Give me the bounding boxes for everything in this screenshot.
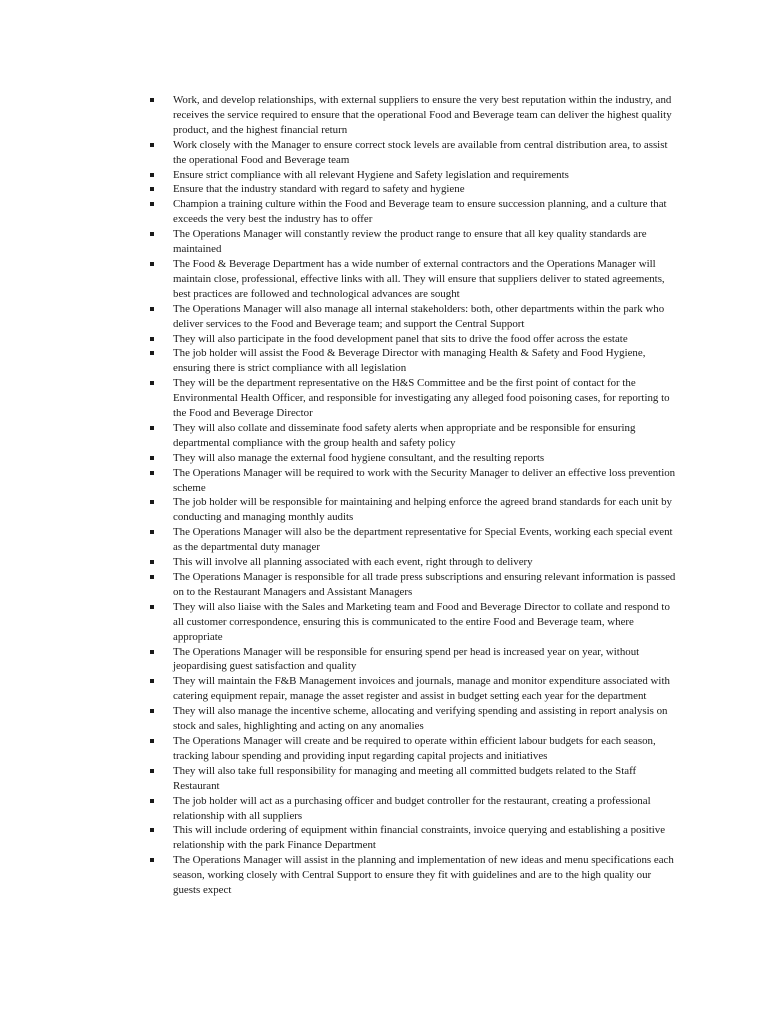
bullet-icon [150,471,154,475]
list-item [150,346,680,376]
list-item [150,525,680,555]
list-item-text: The Operations Manager is responsible for all trade press subscriptions and ensuring relevant information is passed on to the Restaurant Managers and Assistant Managers [173,571,676,598]
bullet-icon [150,709,154,713]
list-item [150,600,680,645]
bullet-icon [150,426,154,430]
list-item-text: The Operations Manager will be required to work with the Security Manager to deliver an effective loss prevention scheme [173,466,676,494]
list-item-text: The job holder will assist the Food & Beverage Director with managing Health & Safety and Food Hygiene, ensuring there is strict compliance with all legislation [173,347,646,375]
list-item-text: They will also liaise with the Sales and Marketing team and Food and Beverage Director to collate and respond to all customer correspondence, ensuring this is communicated to the entire Food and Beverage team, where appropriate [173,600,670,643]
bullet-icon [150,98,154,102]
bullet-icon [150,187,154,191]
bullet-icon [150,337,154,341]
list-item [150,570,680,600]
bullet-icon [150,679,154,683]
list-item-text: They will be the department representative on the H&S Committee and be the first point of contact for the Environmental Health Officer, and responsible for investigating any alleged food poisoning cases, for reporting to the Food and Beverage Director [173,377,670,420]
bullet-icon [150,143,154,147]
list-item [150,853,680,898]
bullet-icon [150,530,154,534]
list-item-text: The job holder will be responsible for maintaining and helping enforce the agreed brand standards for each unit by conducting and managing monthly audits [173,496,672,524]
bullet-icon [150,560,154,564]
list-item-text: The Operations Manager will also manage all internal stakeholders: both, other departments within the park who deliver services to the Food and Beverage team; and support the Central Support [173,302,665,330]
list-item [150,421,680,451]
list-item [150,332,680,347]
list-item [150,257,680,302]
list-item-text: Ensure that the industry standard with regard to safety and hygiene [173,183,465,196]
list-item [150,794,680,824]
list-item [150,704,680,734]
list-item-text: Champion a training culture within the Food and Beverage team to ensure succession planning, and a culture that exceeds the very best the industry has to offer [173,198,667,226]
bullet-icon [150,605,154,609]
list-item-text: Work closely with the Manager to ensure correct stock levels are available from central distribution area, to assist the operational Food and Beverage team [173,138,668,166]
list-item [150,555,680,570]
bullet-icon [150,575,154,579]
list-item-text: The Operations Manager will create and be required to operate within efficient labour budgets for each season, tracking labour spending and providing input regarding capital projects and initiatives [173,734,656,762]
list-item [150,495,680,525]
list-item [150,645,680,675]
list-item-text: They will also collate and disseminate food safety alerts when appropriate and be responsible for ensuring departmental compliance with the group health and safety policy [173,421,636,449]
bullet-icon [150,232,154,236]
list-item-text: They will also manage the external food hygiene consultant, and the resulting reports [173,451,545,464]
list-item-text: The job holder will act as a purchasing officer and budget controller for the restaurant, creating a professional relationship with all suppliers [173,794,651,822]
list-item-text: The Operations Manager will be responsible for ensuring spend per head is increased year on year, without jeopardising guest satisfaction and quality [173,645,640,673]
list-item-text: The Operations Manager will also be the department representative for Special Events, working each special event as the departmental duty manager [173,526,673,554]
bullet-icon [150,858,154,862]
list-item-text: They will maintain the F&B Management invoices and journals, manage and monitor expenditure associated with catering equipment repair, manage the asset register and assist in budget setting each year for the department [173,675,670,703]
bullet-icon [150,799,154,803]
list-item [150,451,680,466]
list-item-text: Work, and develop relationships, with external suppliers to ensure the very best reputation within the industry, and receives the service required to ensure that the operational Food and Beverage team can deliver the highest quality product, and the highest financial return [173,94,672,136]
bullet-icon [150,351,154,355]
responsibilities-list [150,93,680,898]
list-item [150,466,680,496]
list-item-text: The Food & Beverage Department has a wide number of external contractors and the Operations Manager will maintain close, professional, effective links with all. They will ensure that suppliers deliver to stated agreements, best practices are followed and technological advances are sought [173,257,665,300]
list-item [150,227,680,257]
bullet-icon [150,769,154,773]
bullet-icon [150,500,154,504]
list-item [150,764,680,794]
list-item [150,302,680,332]
bullet-icon [150,456,154,460]
list-item-text: Ensure strict compliance with all relevant Hygiene and Safety legislation and requirements [173,168,569,181]
bullet-icon [150,739,154,743]
list-item [150,823,680,853]
list-item-text: They will also manage the incentive scheme, allocating and verifying spending and assisting in report analysis on stock and sales, highlighting and acting on any anomalies [173,705,668,733]
list-item-text: This will involve all planning associated with each event, right through to delivery [173,556,533,569]
list-item [150,168,680,183]
list-item [150,734,680,764]
list-item [150,197,680,227]
list-item-text: The Operations Manager will constantly review the product range to ensure that all key quality standards are maintained [173,228,647,256]
list-item-text: This will include ordering of equipment within financial constraints, invoice querying and establishing a positive relationship with the park Finance Department [173,824,666,852]
bullet-icon [150,202,154,206]
list-item [150,138,680,168]
list-item [150,376,680,421]
list-item-text: The Operations Manager will assist in the planning and implementation of new ideas and menu specifications each season, working closely with Central Support to ensure they fit with guidelines and are to the high quality our guests expect [173,854,674,897]
bullet-icon [150,650,154,654]
list-item-text: They will also take full responsibility for managing and meeting all committed budgets related to the Staff Restaurant [173,764,637,792]
bullet-icon [150,262,154,266]
list-item [150,674,680,704]
bullet-icon [150,381,154,385]
list-item [150,182,680,197]
list-item-text: They will also participate in the food development panel that sits to drive the food offer across the estate [173,332,628,345]
list-item [150,93,680,138]
bullet-icon [150,828,154,832]
bullet-icon [150,173,154,177]
bullet-icon [150,307,154,311]
